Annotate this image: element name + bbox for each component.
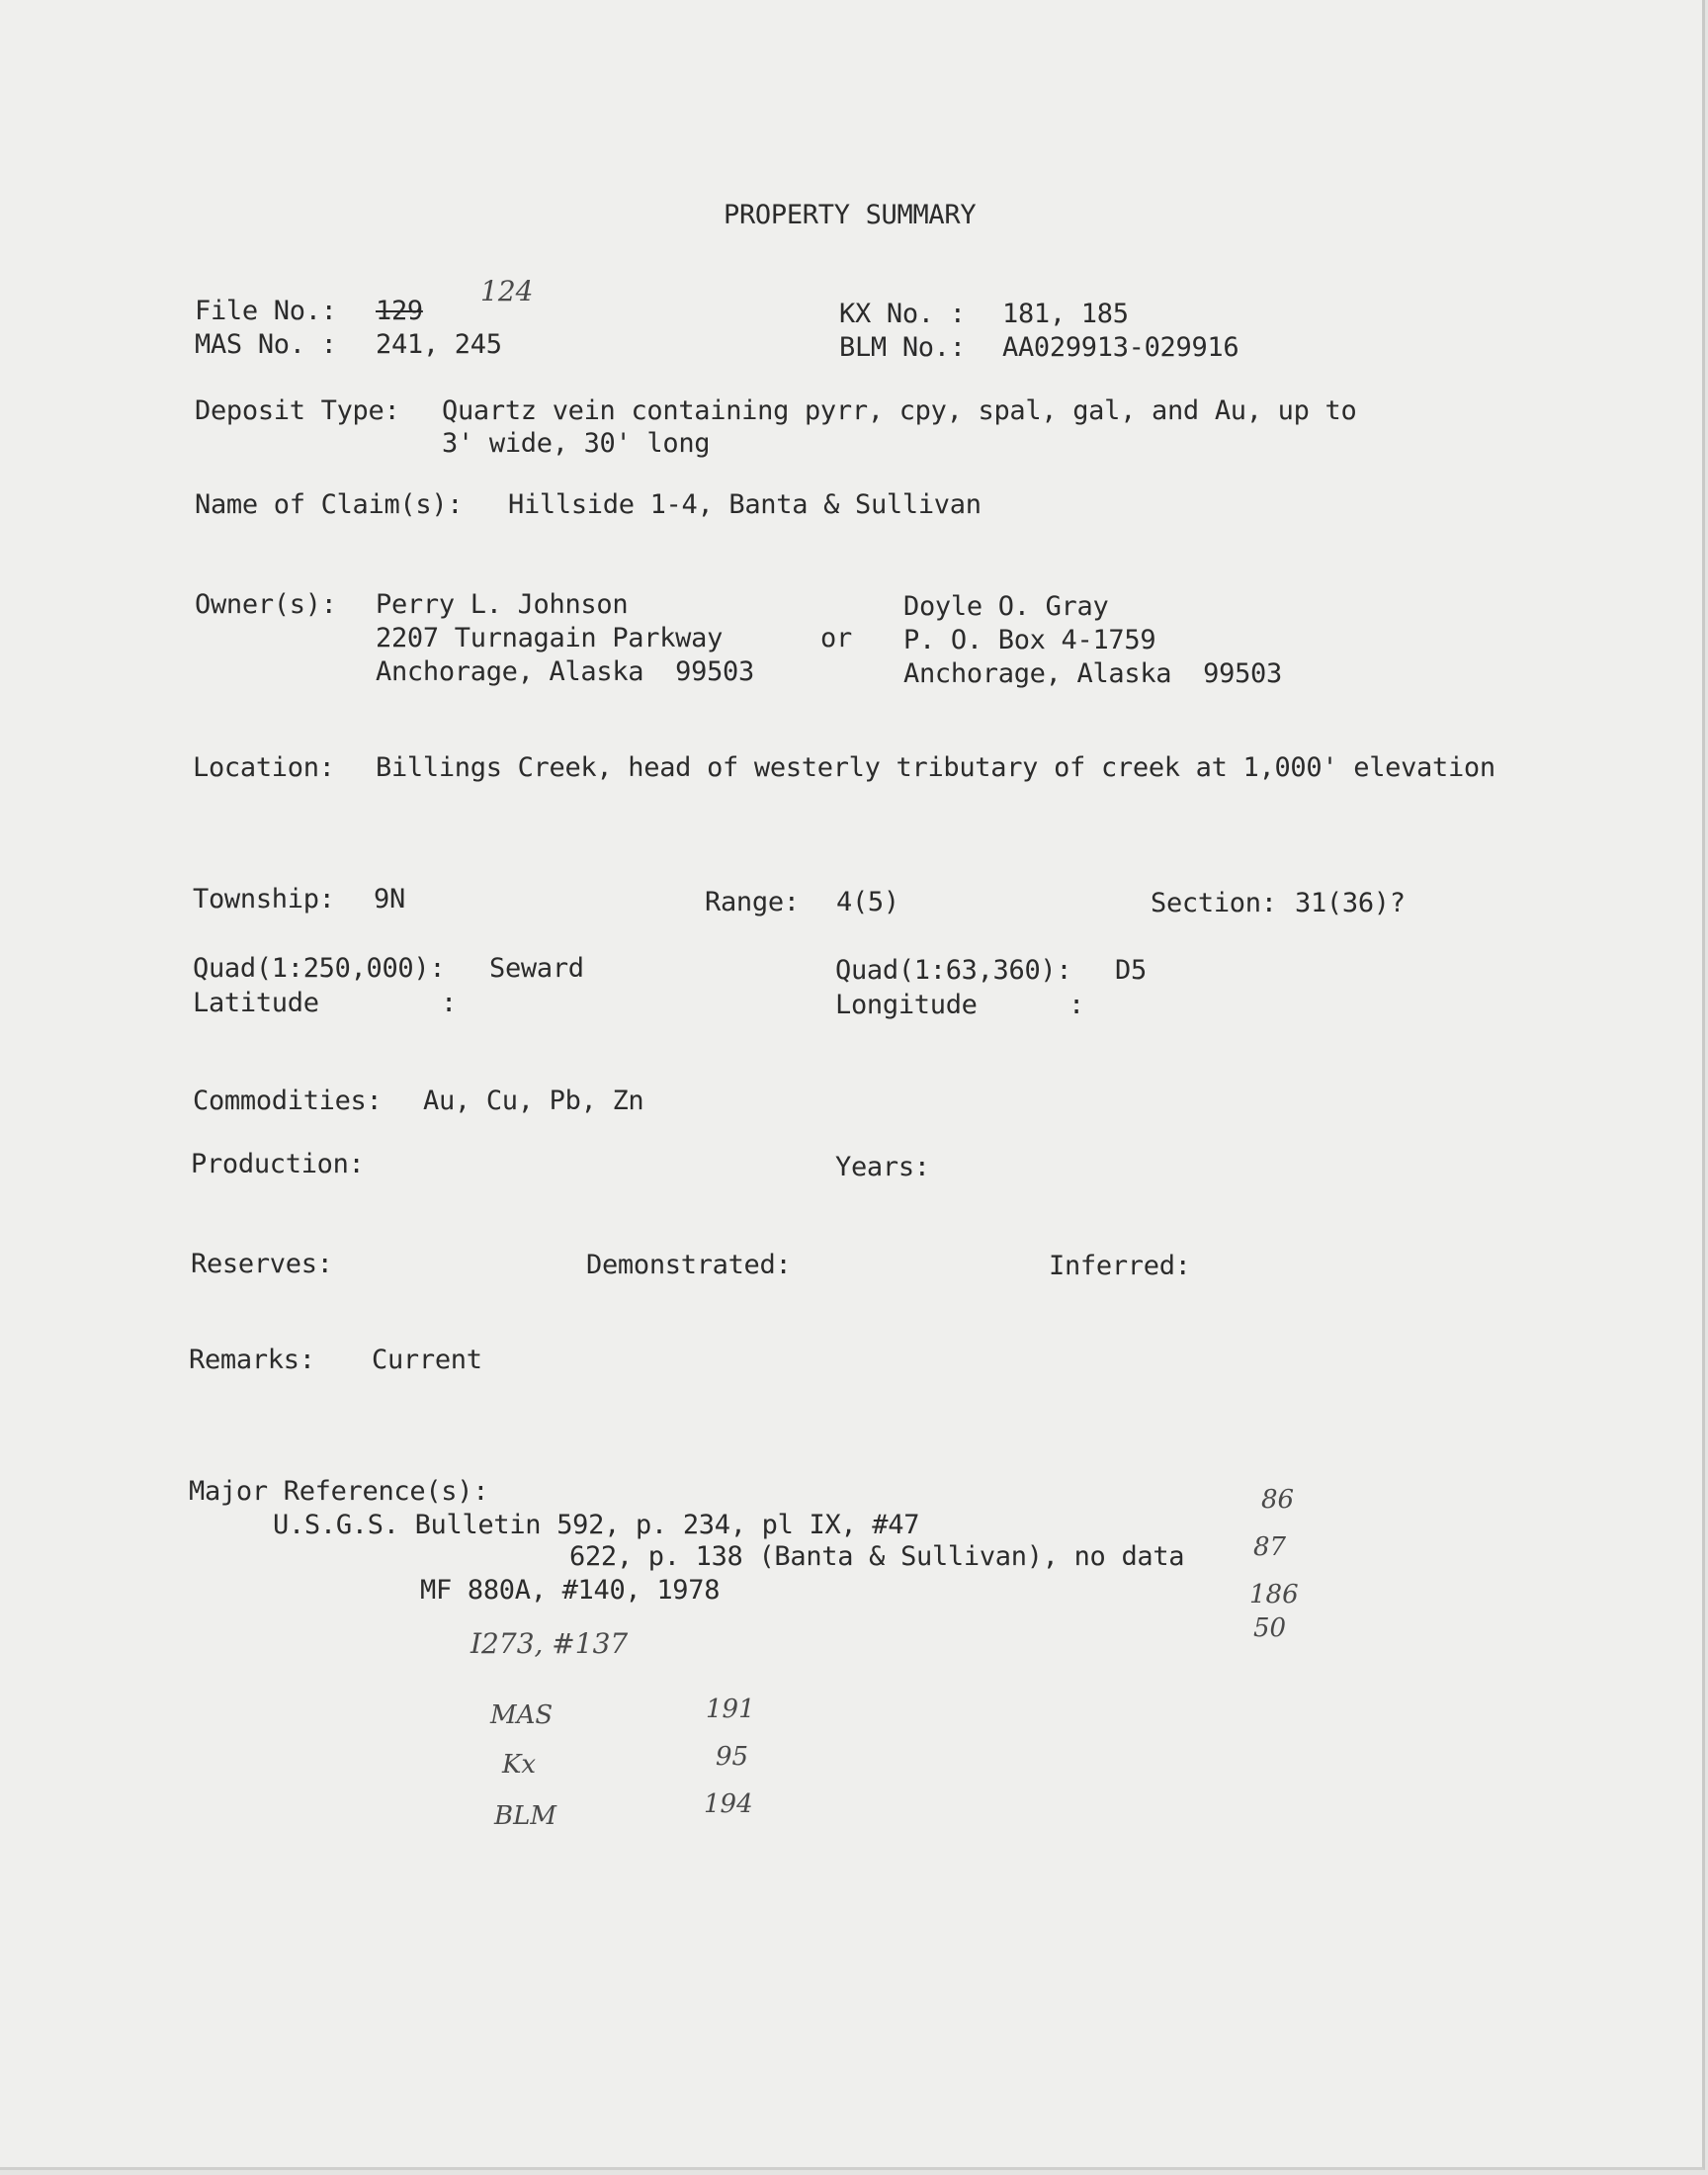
references-label: Major Reference(s): bbox=[189, 1476, 489, 1507]
quad-63360-value: D5 bbox=[1115, 955, 1147, 986]
handwritten-margin-86: 86 bbox=[1261, 1485, 1295, 1515]
handwritten-reference-extra: I273, #137 bbox=[470, 1627, 629, 1660]
range-value: 4(5) bbox=[836, 887, 899, 917]
inferred-label: Inferred: bbox=[1049, 1251, 1191, 1281]
longitude-colon: : bbox=[1068, 990, 1084, 1020]
owners-label: Owner(s): bbox=[195, 589, 337, 620]
location-value: Billings Creek, head of westerly tributary of creek at 1,000' elevation bbox=[376, 752, 1495, 783]
mas-no-label: MAS No. : bbox=[195, 329, 337, 360]
owner-1-city: Anchorage, Alaska 99503 bbox=[376, 656, 754, 687]
handwritten-margin-50: 50 bbox=[1253, 1613, 1287, 1643]
owners-separator: or bbox=[820, 623, 852, 653]
file-no-handwritten-value: 124 bbox=[480, 275, 534, 307]
handwritten-blm-value: 194 bbox=[704, 1789, 753, 1819]
handwritten-mas-label: MAS bbox=[490, 1700, 554, 1730]
file-no-struck-value: 129 bbox=[376, 296, 423, 326]
blm-no-value: AA029913-029916 bbox=[1002, 332, 1239, 363]
latitude-colon: : bbox=[441, 988, 457, 1018]
reference-line-2: 622, p. 138 (Banta & Sullivan), no data bbox=[569, 1541, 1185, 1572]
owner-2-city: Anchorage, Alaska 99503 bbox=[903, 658, 1282, 689]
file-no-label: File No.: bbox=[195, 296, 337, 326]
location-label: Location: bbox=[193, 752, 335, 783]
deposit-type-label: Deposit Type: bbox=[195, 395, 400, 426]
kx-no-label: KX No. : bbox=[839, 299, 966, 329]
commodities-value: Au, Cu, Pb, Zn bbox=[423, 1086, 644, 1116]
commodities-label: Commodities: bbox=[193, 1086, 383, 1116]
section-label: Section: bbox=[1151, 888, 1277, 918]
township-value: 9N bbox=[374, 884, 405, 914]
quad-63360-label: Quad(1:63,360): bbox=[835, 955, 1072, 986]
handwritten-margin-186: 186 bbox=[1249, 1580, 1299, 1610]
years-label: Years: bbox=[835, 1152, 930, 1182]
mas-no-value: 241, 245 bbox=[376, 329, 502, 360]
quad-250000-label: Quad(1:250,000): bbox=[193, 953, 446, 984]
range-label: Range: bbox=[705, 887, 800, 917]
claims-label: Name of Claim(s): bbox=[195, 489, 464, 520]
handwritten-kx-value: 95 bbox=[716, 1742, 749, 1772]
deposit-type-line-1: Quartz vein containing pyrr, cpy, spal, gal, and Au, up to bbox=[442, 395, 1357, 426]
production-label: Production: bbox=[191, 1149, 365, 1179]
owner-2-street: P. O. Box 4-1759 bbox=[903, 625, 1156, 655]
latitude-label: Latitude bbox=[193, 988, 319, 1018]
section-value: 31(36)? bbox=[1295, 888, 1406, 918]
handwritten-blm-label: BLM bbox=[494, 1801, 556, 1831]
quad-250000-value: Seward bbox=[489, 953, 584, 984]
owner-1-name: Perry L. Johnson bbox=[376, 589, 629, 620]
document-title: PROPERTY SUMMARY bbox=[724, 200, 977, 230]
owner-2-name: Doyle O. Gray bbox=[903, 591, 1109, 622]
demonstrated-label: Demonstrated: bbox=[586, 1250, 792, 1280]
kx-no-value: 181, 185 bbox=[1002, 299, 1129, 329]
remarks-value: Current bbox=[372, 1345, 482, 1375]
township-label: Township: bbox=[193, 884, 335, 914]
remarks-label: Remarks: bbox=[189, 1345, 315, 1375]
blm-no-label: BLM No.: bbox=[839, 332, 966, 363]
longitude-label: Longitude bbox=[835, 990, 978, 1020]
reserves-label: Reserves: bbox=[191, 1249, 333, 1279]
owner-1-street: 2207 Turnagain Parkway bbox=[376, 623, 724, 653]
deposit-type-line-2: 3' wide, 30' long bbox=[442, 428, 711, 459]
handwritten-mas-value: 191 bbox=[706, 1695, 755, 1724]
handwritten-kx-label: Kx bbox=[502, 1750, 537, 1780]
handwritten-margin-87: 87 bbox=[1253, 1532, 1287, 1562]
reference-line-1: U.S.G.S. Bulletin 592, p. 234, pl IX, #47 bbox=[273, 1510, 920, 1540]
reference-line-3: MF 880A, #140, 1978 bbox=[420, 1575, 721, 1606]
claims-value: Hillside 1-4, Banta & Sullivan bbox=[508, 489, 982, 520]
